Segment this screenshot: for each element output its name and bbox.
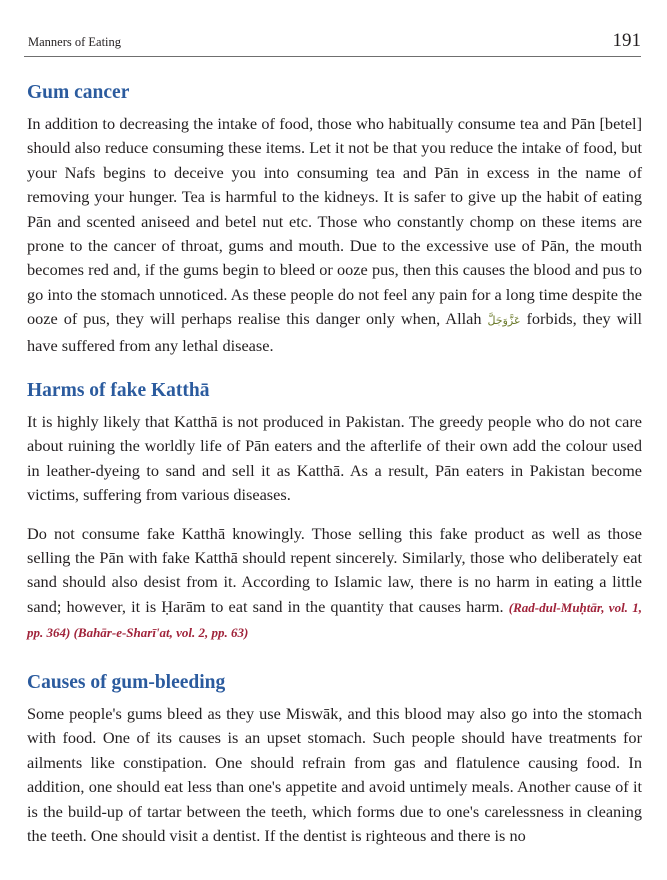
page-header bbox=[24, 30, 641, 57]
paragraph-text: Do not consume fake Katthā knowingly. Those selling this fake product as well as those selling the Pān with fake Katthā should repent sincerely. Similarly, those who deliberately eat sand should also desist from it. According to Islamic law, there is no harm in eating a little sand; however, it is Ḥarām to eat sand in the quantity that causes harm. bbox=[27, 523, 642, 616]
citation: (Rad-dul-Muḥtār, vol. 1, pp. 364) (Bahār-e-Sharī'at, vol. 2, pp. 63) bbox=[27, 599, 642, 641]
paragraph bbox=[27, 522, 642, 646]
section-heading: Causes of gum-bleeding bbox=[27, 672, 226, 693]
paragraph: Some people's gums bleed as they use Miswāk, and this blood may also go into the stomach with food. One of its causes is an upset stomach. Such people should have treatments for ailments like constipation. One should refrain from gas and flatulence causing food. In addition, one should eat less than one's appetite and avoid untimely meals. Another cause of it is the build-up of tartar between the teeth, which forms due to one's carelessness in cleaning the teeth. One should visit a dentist. If the dentist is righteous and there is no bbox=[27, 704, 642, 846]
paragraph-text: In addition to decreasing the intake of food, those who habitually consume tea and Pān [betel] should also reduce consuming these items. Let it not be that you reduce the intake of food, but your Nafs begins to deceive you into consuming tea and Pān in excess in the name of removing your hunger. Tea is harmful to the kidneys. It is safer to give up the habit of eating Pān and scented aniseed and betel nut etc. Those who constantly chomp on these items are prone to the cancer of throat, gums and mouth. Due to the excessive use of Pān, the mouth becomes red and, if the gums begin to bleed or ooze pus, then this causes the blood and pus to go into the stomach unnoticed. As these people do not feel any pain for a long time despite the ooze of pus, they will perhaps realise this danger only when, Allah bbox=[27, 114, 642, 329]
running-title: Manners of Eating bbox=[28, 35, 122, 49]
section-fake-kattha bbox=[27, 378, 642, 646]
paragraph bbox=[27, 112, 642, 358]
section-gum-bleeding bbox=[27, 670, 642, 848]
section-heading: Gum cancer bbox=[27, 82, 130, 103]
paragraph: It is highly likely that Katthā is not produced in Pakistan. The greedy people who do not care about ruining the worldly life of Pān eaters and the afterlife of their own add the colour used in leather-dyeing to sand and sell it as Katthā. As a result, Pān eaters in Pakistan become victims, suffering from various diseases. bbox=[27, 412, 642, 505]
section-gum-cancer bbox=[27, 80, 642, 358]
arabic-honorific: عَزَّوَجَلَّ bbox=[487, 314, 521, 328]
section-heading: Harms of fake Katthā bbox=[27, 380, 210, 401]
page-number: 191 bbox=[612, 30, 641, 51]
paragraph-text-end: forbids, they will have suffered from any lethal disease. bbox=[27, 309, 642, 355]
